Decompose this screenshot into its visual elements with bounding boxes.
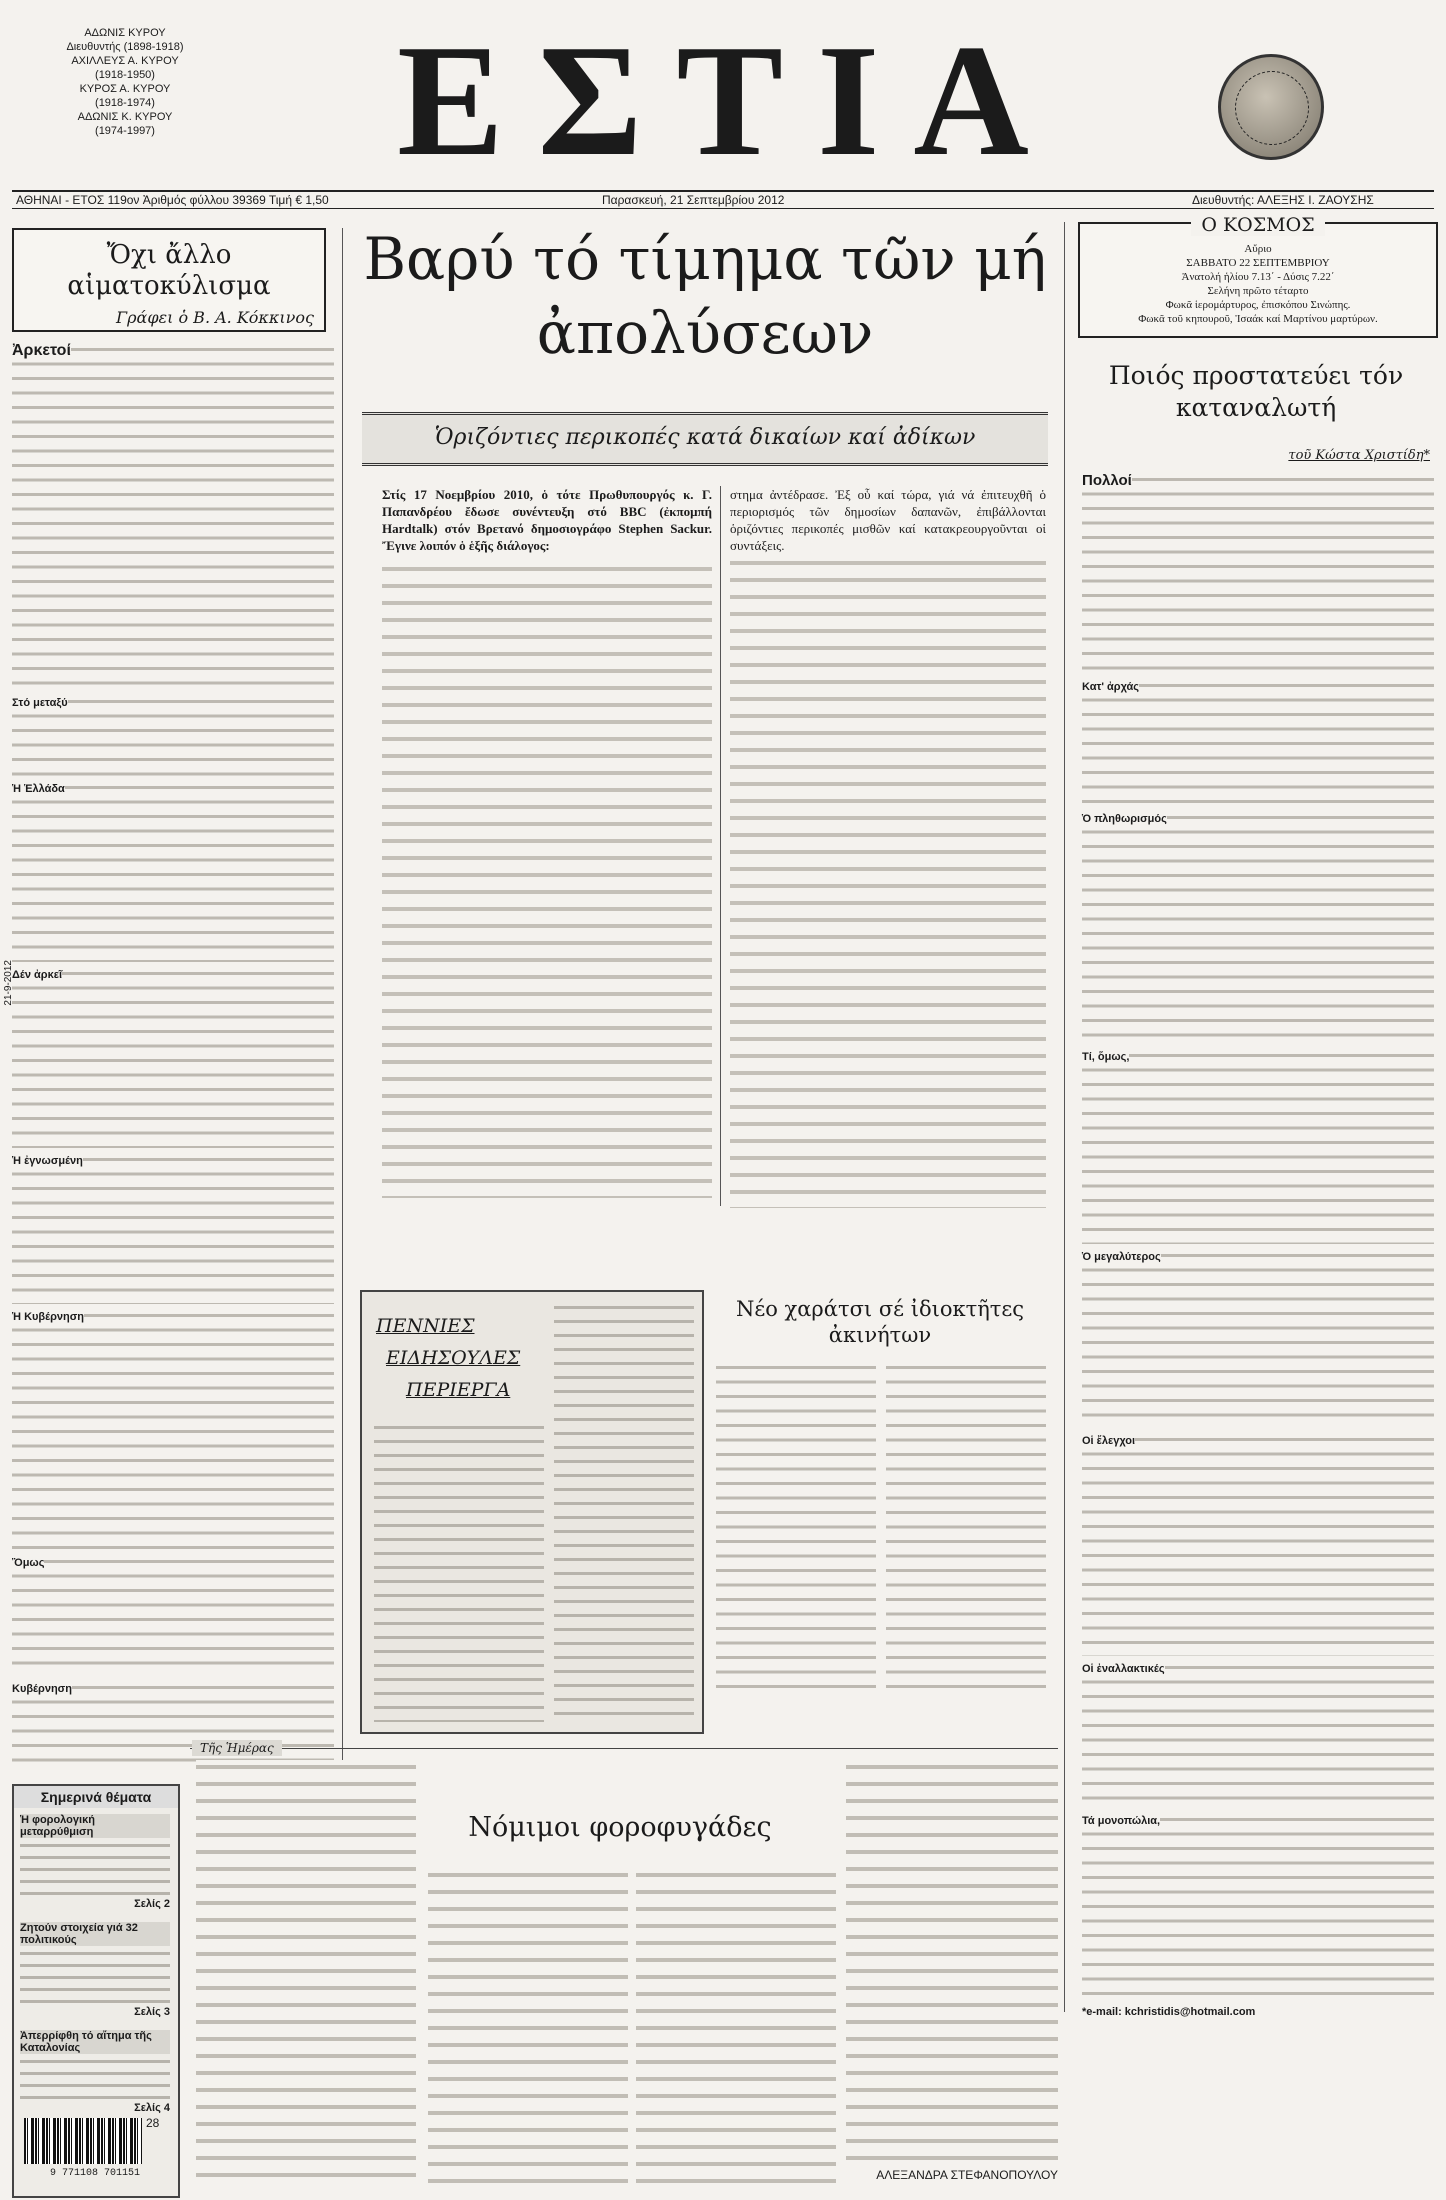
barcode-number: 9 771108 701151 [49, 2168, 140, 2179]
tis-imeras-body-col2 [428, 1868, 628, 2188]
paragraph-lead: Δέν ἀρκεῖ [12, 969, 63, 981]
paragraph-lead: Ὅμως [12, 1557, 45, 1569]
main-story-body-col1 [382, 562, 712, 1198]
left-article-body-2 [12, 696, 334, 776]
main-story-body-col2 [730, 556, 1046, 1208]
left-article-body-7 [12, 1556, 334, 1676]
pennies-title-line: ΕΙΔΗΣΟΥΛΕΣ [386, 1347, 521, 1369]
left-article-title: Ὄχι ἄλλο αἱματοκύλισμα [67, 240, 271, 301]
right-story-body-3 [1082, 812, 1434, 1044]
right-story-byline: τοῦ Κώστα Χριστίδη* [1288, 448, 1430, 463]
tis-imeras-author: ΑΛΕΞΑΝΔΡΑ ΣΤΕΦΑΝΟΠΟΥΛΟΥ [876, 2168, 1058, 2182]
tis-imeras-body-col4 [846, 1760, 1058, 2160]
right-story-title: Ποιός προστατεύει τόν καταναλωτή [1108, 361, 1404, 422]
main-subhead: Ὁριζόντιες περικοπές κατά δικαίων καί ἀδίκων [434, 425, 976, 450]
tis-imeras-body-col1 [196, 1760, 416, 2190]
right-story-body-2 [1082, 680, 1434, 806]
founder-line: Διευθυντής (1898-1918) [66, 41, 184, 53]
kosmos-line: ΣΑΒΒΑΤΟ 22 ΣΕΠΤΕΜΒΡΙΟΥ [1186, 257, 1330, 269]
paragraph-lead: Κυβέρνηση [12, 1683, 72, 1695]
issue-info: ΑΘΗΝΑΙ - ΕΤΟΣ 119ον Ἀριθμός φύλλου 39369 Τιμή € 1,50 [16, 193, 329, 207]
pennies-body-col2 [554, 1302, 694, 1722]
kosmos-line: Σελήνη πρῶτο τέταρτο [1207, 285, 1309, 297]
paragraph-lead: Κατ' ἀρχάς [1082, 681, 1140, 693]
left-article-body-1 [12, 344, 334, 690]
founder-line: ΑΧΙΛΛΕΥΣ Α. ΚΥΡΟΥ [71, 55, 179, 67]
left-article-body-6 [12, 1310, 334, 1550]
topic-item[interactable] [20, 1922, 170, 2018]
paragraph-lead: Τά μονοπώλια, [1082, 1815, 1161, 1827]
topic-heading[interactable]: Ἀπερρίφθη τό αἴτημα τῆς Καταλονίας [20, 2030, 170, 2054]
paragraph-lead: Τί, ὅμως, [1082, 1051, 1130, 1063]
paragraph-lead: Ἡ Ἑλλάδα [12, 783, 65, 795]
paragraph-lead: Οἱ ἐναλλακτικές [1082, 1663, 1165, 1675]
founder-line: ΚΥΡΟΣ Α. ΚΥΡΟΥ [79, 83, 171, 95]
column-divider [720, 486, 721, 1206]
paragraph-lead: Στό μεταξύ [12, 697, 68, 709]
tis-imeras-title: Νόμιμοι φοροφυγάδες [468, 1812, 772, 1843]
founder-line: ΑΔΩΝΙΣ ΚΥΡΟΥ [84, 27, 166, 39]
today-topics-box [12, 1784, 180, 2198]
right-story-footnote: *e-mail: kchristidis@hotmail.com [1082, 2006, 1256, 2018]
kosmos-line: Ἀνατολή ἡλίου 7.13΄ - Δύσις 7.22΄ [1181, 271, 1335, 283]
side-date: 21-9-2012 [3, 960, 14, 1006]
topic-heading[interactable]: Ζητούν στοιχεία γιά 32 πολιτικούς [20, 1922, 170, 1946]
paragraph-lead: Οἱ ἔλεγχοι [1082, 1435, 1136, 1447]
right-story-body-1 [1082, 474, 1434, 674]
main-headline: Βαρύ τό τίμημα τῶν μή ἀπολύσεων [363, 225, 1047, 367]
dateline [12, 190, 1434, 209]
kosmos-box [1078, 214, 1438, 338]
paragraph-lead: Ὁ μεγαλύτερος [1082, 1251, 1161, 1263]
right-story-body-5 [1082, 1250, 1434, 1428]
left-article-body-3 [12, 782, 334, 962]
barcode-icon [24, 2118, 142, 2164]
topic-page: Σελίς 2 [134, 1898, 170, 1910]
left-article-body-8 [12, 1682, 334, 1762]
founder-line: (1974-1997) [95, 125, 155, 137]
topic-heading[interactable]: Ἡ φορολογική μεταρρύθμιση [20, 1814, 170, 1838]
paragraph-lead: Ἡ ἐγνωσμένη [12, 1155, 83, 1167]
main-story-lead: Στίς 17 Νοεμβρίου 2010, ὁ τότε Πρωθυπουργός κ. Γ. Παπανδρέου ἔδωσε συνέντευξη στό BBC (ἐκπομπή Hardtalk) στόν Βρετανό δημοσιογράφο Stephen Sackur. Ἔγινε λοιπόν ὁ ἑξῆς διάλογος: [382, 487, 712, 553]
left-article-byline: Γράφει ὁ Β. Α. Κόκκινος [110, 306, 318, 329]
topic-page: Σελίς 4 [134, 2102, 170, 2114]
coin-emblem-icon [1218, 54, 1324, 160]
new-story-title: Νέο χαράτσι σέ ἰδιοκτῆτες ἀκινήτων [735, 1297, 1025, 1347]
editor-info: Διευθυντής: ΑΛΕΞΗΣ Ι. ΖΑΟΥΣΗΣ [1192, 193, 1374, 207]
column-divider [342, 228, 343, 2008]
left-article-body-4 [12, 968, 334, 1148]
left-article-body-5 [12, 1154, 334, 1304]
pennies-box [360, 1290, 704, 1734]
column-divider [1064, 222, 1065, 2012]
issue-number: 28 [146, 2116, 160, 2130]
main-subhead-box [362, 412, 1048, 466]
founder-line: ΑΔΩΝΙΣ Κ. ΚΥΡΟΥ [77, 111, 173, 123]
topic-page: Σελίς 3 [134, 2006, 170, 2018]
topic-item[interactable] [20, 2030, 170, 2114]
pennies-body-col1 [374, 1422, 544, 1722]
tis-imeras-rule [190, 1748, 1058, 1749]
right-story-body-6 [1082, 1434, 1434, 1656]
founder-line: (1918-1974) [95, 97, 155, 109]
founders-list [30, 26, 220, 138]
kosmos-line: Φωκᾶ ἱερομάρτυρος, ἐπισκόπου Σινώπης. [1165, 299, 1351, 311]
pennies-title-line: ΠΕΝΝΙΕΣ [376, 1315, 475, 1337]
kosmos-line: Φωκᾶ τοῦ κηπουροῦ, Ἰσαάκ καί Μαρτίνου μαρτύρων. [1138, 313, 1378, 325]
paragraph-lead: Ἡ Κυβέρνηση [12, 1311, 84, 1323]
paragraph-lead: Ὁ πληθωρισμός [1082, 813, 1167, 825]
today-topics-title: Σημερινά θέματα [14, 1786, 178, 1808]
topic-item[interactable] [20, 1814, 170, 1910]
new-story-body-col2 [886, 1362, 1046, 1692]
right-story-body-4 [1082, 1050, 1434, 1244]
masthead: ΕΣΤΙΑ [397, 11, 1063, 189]
pennies-title-line: ΠΕΡΙΕΡΓΑ [406, 1379, 511, 1401]
kosmos-title: Ο ΚΟΣΜΟΣ [1191, 214, 1324, 236]
right-story-body-8 [1082, 1814, 1434, 2000]
issue-date: Παρασκευή, 21 Σεπτεμβρίου 2012 [602, 193, 785, 207]
new-story-body-col1 [716, 1362, 876, 1692]
founder-line: (1918-1950) [95, 69, 155, 81]
tis-imeras-label: Τῆς Ἡμέρας [192, 1740, 282, 1756]
paragraph-lead: Πολλοί [1082, 472, 1132, 489]
paragraph-lead: Ἀρκετοί [12, 342, 71, 359]
main-story-col2-lead: στημα ἀντέδρασε. Ἐξ οὗ καί τώρα, γιά νά ἐπιτευχθῆ ὁ περιορισμός τῶν δημοσίων δαπανῶν, ἐπιβάλλονται ὁριζόντιες περικοπές μισθῶν καί κατακρεουργοῦνται οἱ συντάξεις. [730, 487, 1046, 553]
kosmos-line: Αὔριο [1244, 243, 1272, 255]
tis-imeras-body-col3 [636, 1868, 836, 2188]
right-story-body-7 [1082, 1662, 1434, 1808]
